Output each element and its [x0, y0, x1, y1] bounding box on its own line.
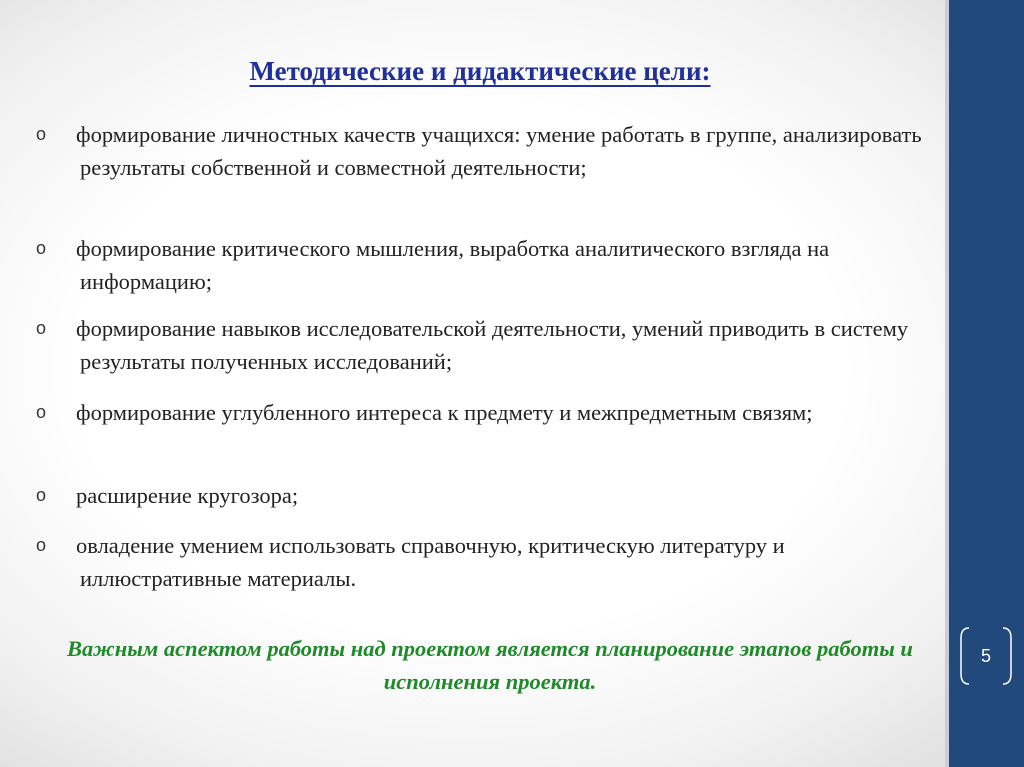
slide-title: Методические и дидактические цели:: [249, 56, 711, 86]
page-number: 5: [980, 645, 991, 666]
bullet-icon: o: [36, 238, 47, 258]
page-number-badge: [957, 620, 1015, 692]
bullet-icon: o: [36, 535, 47, 555]
bullet-icon: o: [36, 318, 47, 338]
goal-text: формирование личностных качеств учащихся: умение работать в группе, анализировать результаты собственной и совместной деятельности;: [76, 122, 922, 180]
emphasis-note: Важным аспектом работы над проектом является планирование этапов работы и исполнения проекта.: [67, 636, 913, 694]
goal-text: формирование навыков исследовательской деятельности, умений приводить в систему результаты полученных исследований;: [76, 316, 909, 374]
goal-text: овладение умением использовать справочную, критическую литературу и иллюстративные материалы.: [76, 533, 785, 591]
bullet-icon: o: [36, 402, 47, 422]
goal-text: формирование критического мышления, выработка аналитического взгляда на информацию;: [76, 236, 830, 294]
goal-text: расширение кругозора;: [76, 483, 299, 508]
bullet-icon: o: [36, 124, 47, 144]
bullet-icon: o: [36, 485, 47, 505]
goal-text: формирование углубленного интереса к предмету и межпредметным связям;: [76, 400, 813, 425]
